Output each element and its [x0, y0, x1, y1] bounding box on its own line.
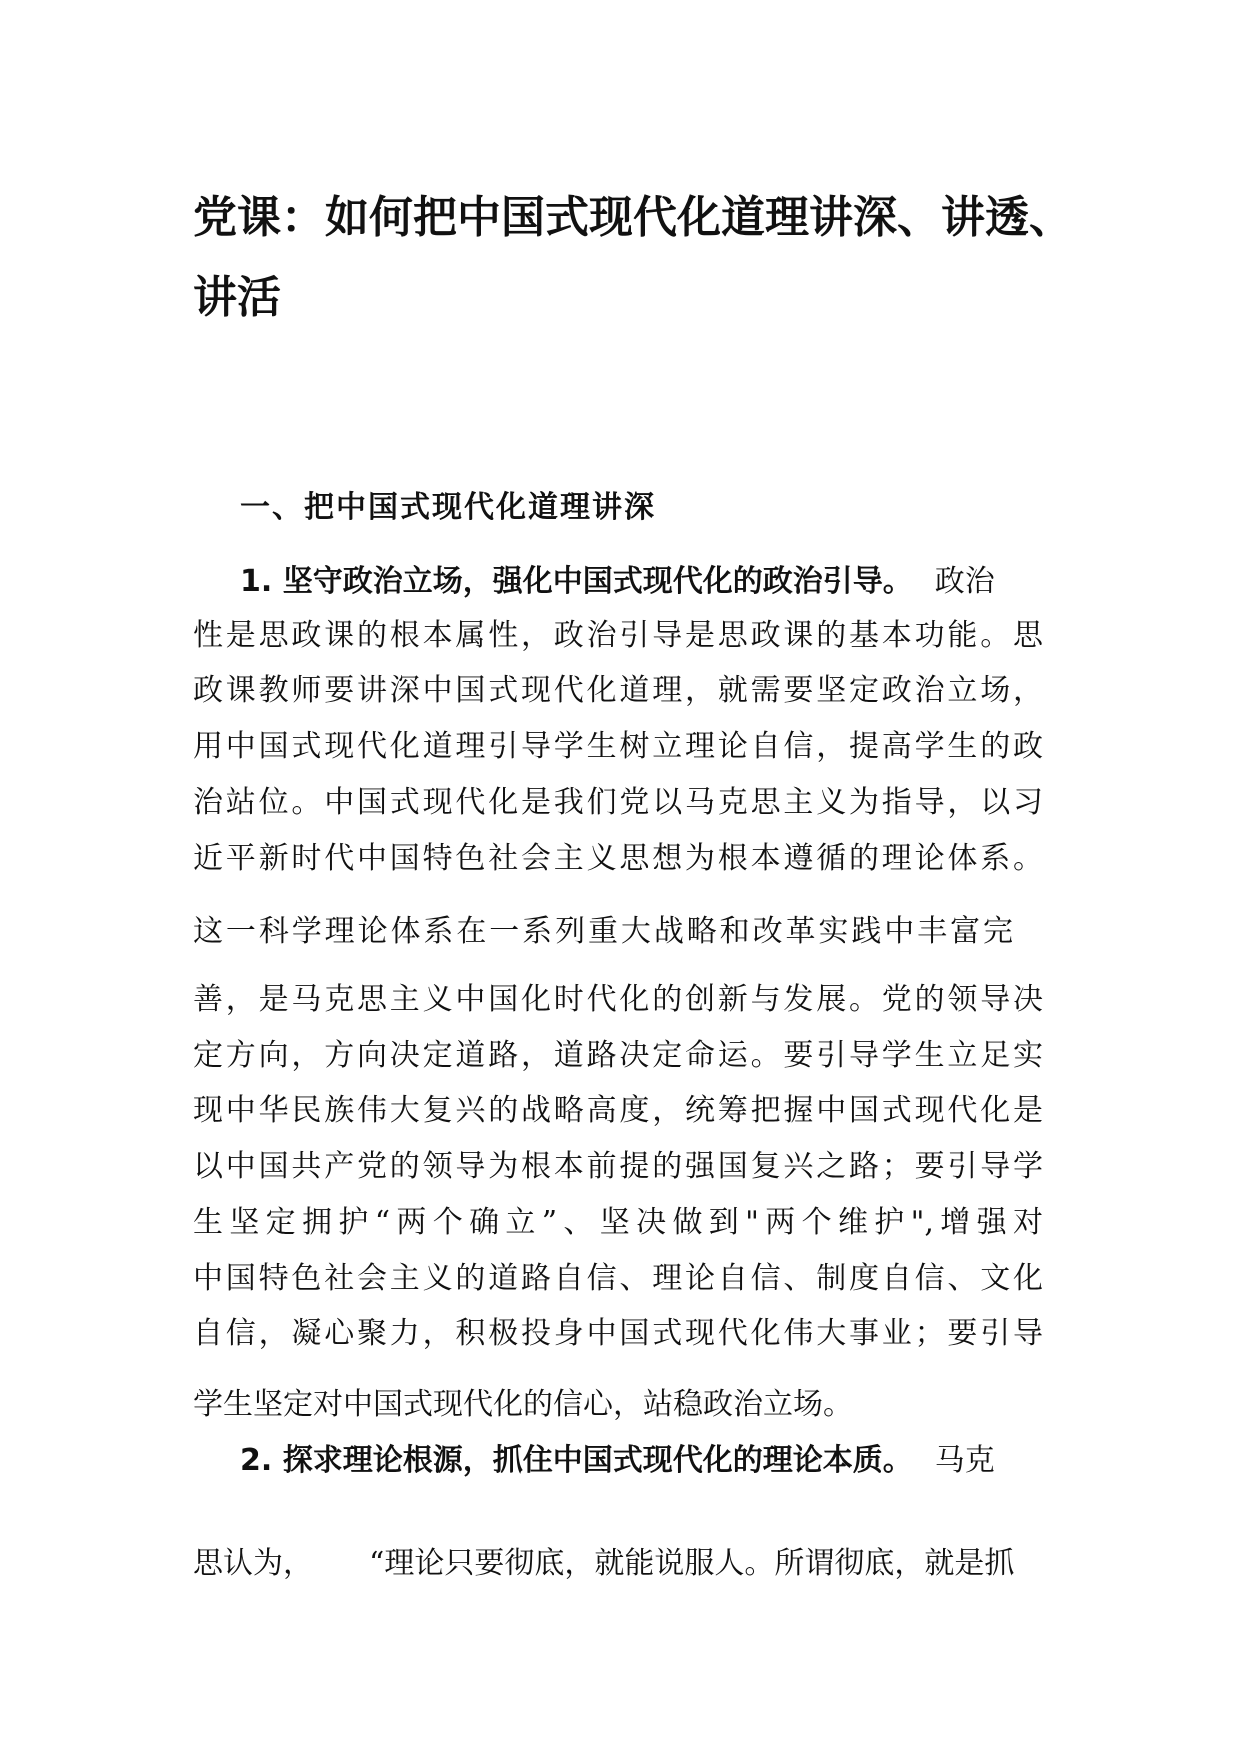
paragraph-1-line: 生坚定拥护“两个确立”、坚决做到"两个维护",增强对 — [193, 1205, 1043, 1240]
paragraph-2-lead-rest: 马克 — [934, 1443, 995, 1478]
paragraph-1-line: 中国特色社会主义的道路自信、理论自信、制度自信、文化 — [193, 1261, 1043, 1296]
document-title-line-1: 党课：如何把中国式现代化道理讲深、讲透、 — [193, 192, 1073, 243]
paragraph-2-line-part-a: 思认为， — [193, 1546, 313, 1581]
paragraph-1-lead-rest: 政治 — [934, 564, 995, 599]
section-heading: 一、把中国式现代化道理讲深 — [240, 490, 656, 525]
paragraph-1-line: 自信，凝心聚力，积极投身中国式现代化伟大事业；要引导 — [193, 1316, 1043, 1351]
paragraph-1-lead-bold: 1. 坚守政治立场，强化中国式现代化的政治引导。 — [240, 564, 913, 599]
paragraph-2-line — [193, 1546, 1043, 1581]
paragraph-1-line: 善，是马克思主义中国化时代化的创新与发展。党的领导决 — [193, 982, 1043, 1017]
paragraph-1-line: 学生坚定对中国式现代化的信心，站稳政治立场。 — [193, 1387, 853, 1422]
document-title-line-2: 讲活 — [193, 272, 281, 323]
paragraph-1-line: 用中国式现代化道理引导学生树立理论自信，提高学生的政 — [193, 729, 1043, 764]
paragraph-1-line: 这一科学理论体系在一系列重大战略和改革实践中丰富完 — [193, 914, 1013, 949]
paragraph-1-line: 近平新时代中国特色社会主义思想为根本遵循的理论体系。 — [193, 841, 1043, 876]
paragraph-1-line: 政课教师要讲深中国式现代化道理，就需要坚定政治立场， — [193, 673, 1043, 708]
paragraph-1-lead — [240, 564, 1043, 599]
paragraph-1-line: 性是思政课的根本属性，政治引导是思政课的基本功能。思 — [193, 618, 1043, 653]
paragraph-1-line: 定方向，方向决定道路，道路决定命运。要引导学生立足实 — [193, 1038, 1043, 1073]
paragraph-1-line: 以中国共产党的领导为根本前提的强国复兴之路；要引导学 — [193, 1149, 1043, 1184]
paragraph-2-line-part-b: “理论只要彻底，就能说服人。所谓彻底，就是抓 — [369, 1546, 1015, 1581]
paragraph-2-lead-bold: 2. 探求理论根源，抓住中国式现代化的理论本质。 — [240, 1443, 913, 1478]
paragraph-1-line: 治站位。中国式现代化是我们党以马克思主义为指导，以习 — [193, 785, 1043, 820]
paragraph-1-line: 现中华民族伟大复兴的战略高度，统筹把握中国式现代化是 — [193, 1093, 1043, 1128]
paragraph-2-lead — [240, 1443, 1043, 1478]
